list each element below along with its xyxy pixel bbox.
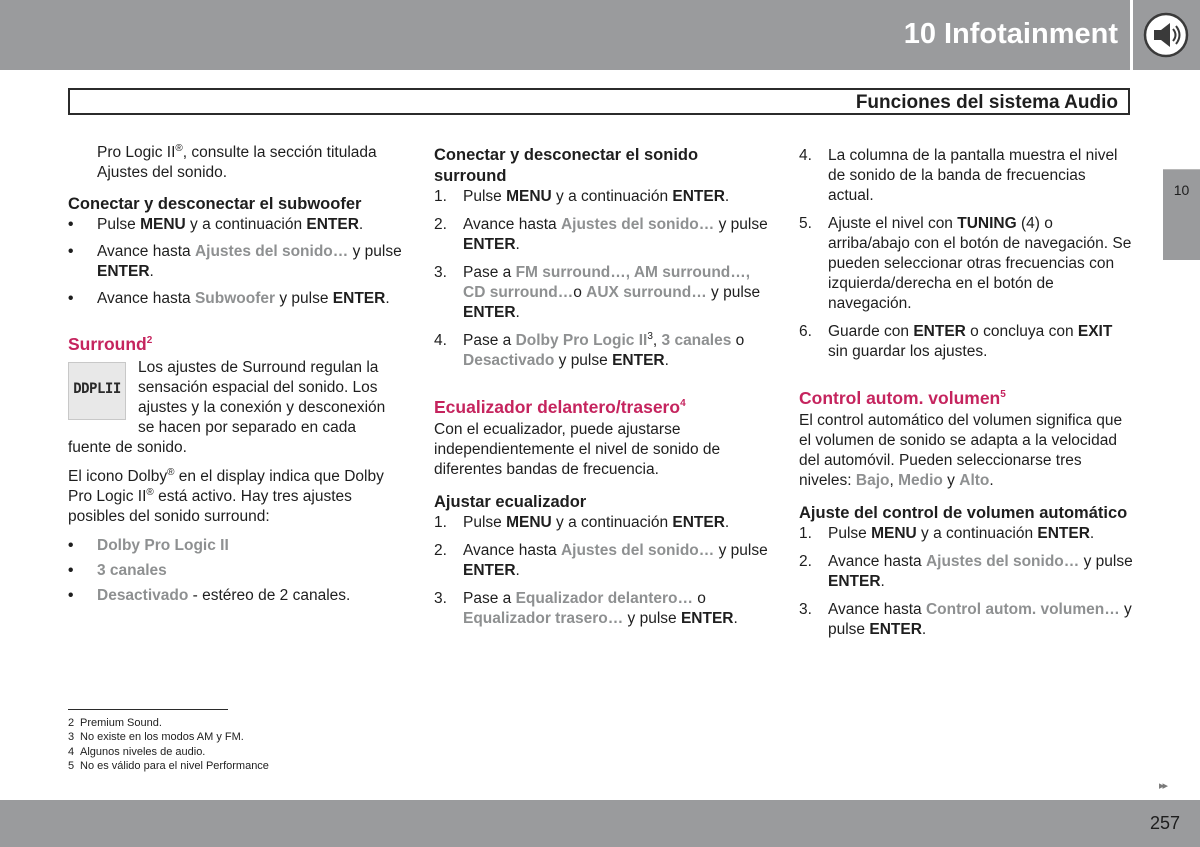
footnote: 3 No existe en los modos AM y FM.	[68, 731, 244, 744]
footnote: 5 No es válido para el nivel Performance	[68, 759, 269, 772]
list-item: • Avance hasta Subwoofer y pulse ENTER.	[68, 290, 390, 307]
section-title-bar	[68, 88, 1130, 115]
column-left	[68, 143, 403, 606]
bullet-icon: •	[68, 537, 74, 554]
surround-toggle-heading: Conectar y desconectar el sonido surround	[434, 146, 699, 185]
surround-heading: Surround$^2$	[68, 334, 153, 354]
list-item: 2. Avance hasta Ajustes del sonido… y pulse ENTER.	[434, 542, 768, 579]
surround-block	[68, 358, 403, 458]
list-item: 1. Pulse MENU y a continuación ENTER.	[799, 525, 1095, 542]
bullet-icon: •	[68, 587, 74, 604]
list-item: 6. Guarde con ENTER o concluya con EXIT sin guardar los ajustes.	[799, 323, 1113, 360]
list-item: 3. Pase a Equalizador delantero… o Equalizador trasero… y pulse ENTER.	[434, 590, 738, 627]
footnote: 2 Premium Sound.	[68, 717, 162, 729]
list-item: 4. La columna de la pantalla muestra el nivel de sonido de la banda de frecuencias actual.	[799, 147, 1118, 204]
double-arrow-right-icon: ▸▸	[1159, 780, 1167, 792]
chapter-icon-box	[1133, 0, 1200, 70]
list-item: • Avance hasta Ajustes del sonido… y pulse ENTER.	[68, 243, 402, 280]
adjust-equalizer-heading: Ajustar ecualizador	[434, 493, 587, 511]
list-item: 2. Avance hasta Ajustes del sonido… y pulse ENTER.	[799, 553, 1133, 590]
bullet-icon: •	[68, 562, 74, 579]
speaker-icon	[1143, 12, 1189, 58]
column-right	[799, 143, 1134, 640]
bullet-icon: •	[68, 243, 74, 260]
section-title: Funciones del sistema Audio	[855, 92, 1118, 113]
column-middle	[434, 143, 769, 629]
footnote: 4 Algunos niveles de audio.	[68, 745, 206, 758]
equalizer-heading: Ecualizador delantero/trasero$^4$	[434, 397, 686, 417]
adjust-volume-heading: Ajuste del control de volumen automático	[799, 504, 1128, 522]
list-item: 4. Pase a Dolby Pro Logic $II^3$, 3 canales o Desactivado y pulse ENTER.	[434, 330, 745, 369]
list-item: • Desactivado - estéreo de 2 canales.	[68, 587, 351, 604]
list-item: 3. Avance hasta Control autom. volumen… y pulse ENTER.	[799, 601, 1132, 638]
dolby-plii-icon: DDPLII	[68, 362, 126, 420]
list-item: 1. Pulse MENU y a continuación ENTER.	[434, 188, 730, 205]
footnotes	[68, 716, 269, 773]
footer-bar	[0, 800, 1200, 847]
side-tab-label: 10	[1173, 182, 1190, 198]
subwoofer-heading: Conectar y desconectar el subwoofer	[68, 195, 362, 213]
dolby-text: El icono Dolby® en el display indica que Dolby Pro Logic II® está activo. Hay tres ajustes posibles del sonido surround:	[68, 466, 384, 525]
list-item: 1. Pulse MENU y a continuación ENTER.	[434, 514, 730, 531]
auto-volume-text: El control automático del volumen significa que el volumen de sonido se adapta a la velocidad del automóvil. Pueden seleccionarse tres niveles: Bajo, Medio y Alto.	[799, 412, 1123, 489]
list-item: • Dolby Pro Logic II	[68, 537, 229, 554]
list-item: 5. Ajuste el nivel con TUNING (4) o arriba/abajo con el botón de navegación. Se pueden seleccionar otras frecuencias con izquierda/derecha en el botón de navegación.	[799, 215, 1132, 312]
auto-volume-heading: Control autom. volumen$^5$	[799, 388, 1006, 408]
bullet-icon: •	[68, 216, 74, 233]
footnote-divider	[68, 709, 228, 710]
intro-text: Pro Logic II®, consulte la sección titulada Ajustes del sonido.	[97, 142, 377, 181]
equalizer-text: Con el ecualizador, puede ajustarse independientemente el nivel de sonido de diferentes bandas de frecuencia.	[434, 421, 721, 478]
list-item: 3. Pase a FM surround…, AM surround…, CD surround…o AUX surround… y pulse ENTER.	[434, 264, 761, 321]
list-item: • Pulse MENU y a continuación ENTER.	[68, 216, 364, 233]
surround-text: Los ajustes de Surround regulan la sensación espacial del sonido. Los ajustes y la conexión y desconexión se hacen por separado en cada fuente de sonido.	[68, 359, 386, 456]
list-item: 2. Avance hasta Ajustes del sonido… y pulse ENTER.	[434, 216, 768, 253]
chapter-title: 10 Infotainment	[903, 18, 1118, 50]
chapter-side-tab	[1163, 169, 1200, 260]
page-number: 257	[1149, 813, 1180, 833]
list-item: • 3 canales	[68, 562, 167, 579]
bullet-icon: •	[68, 290, 74, 307]
